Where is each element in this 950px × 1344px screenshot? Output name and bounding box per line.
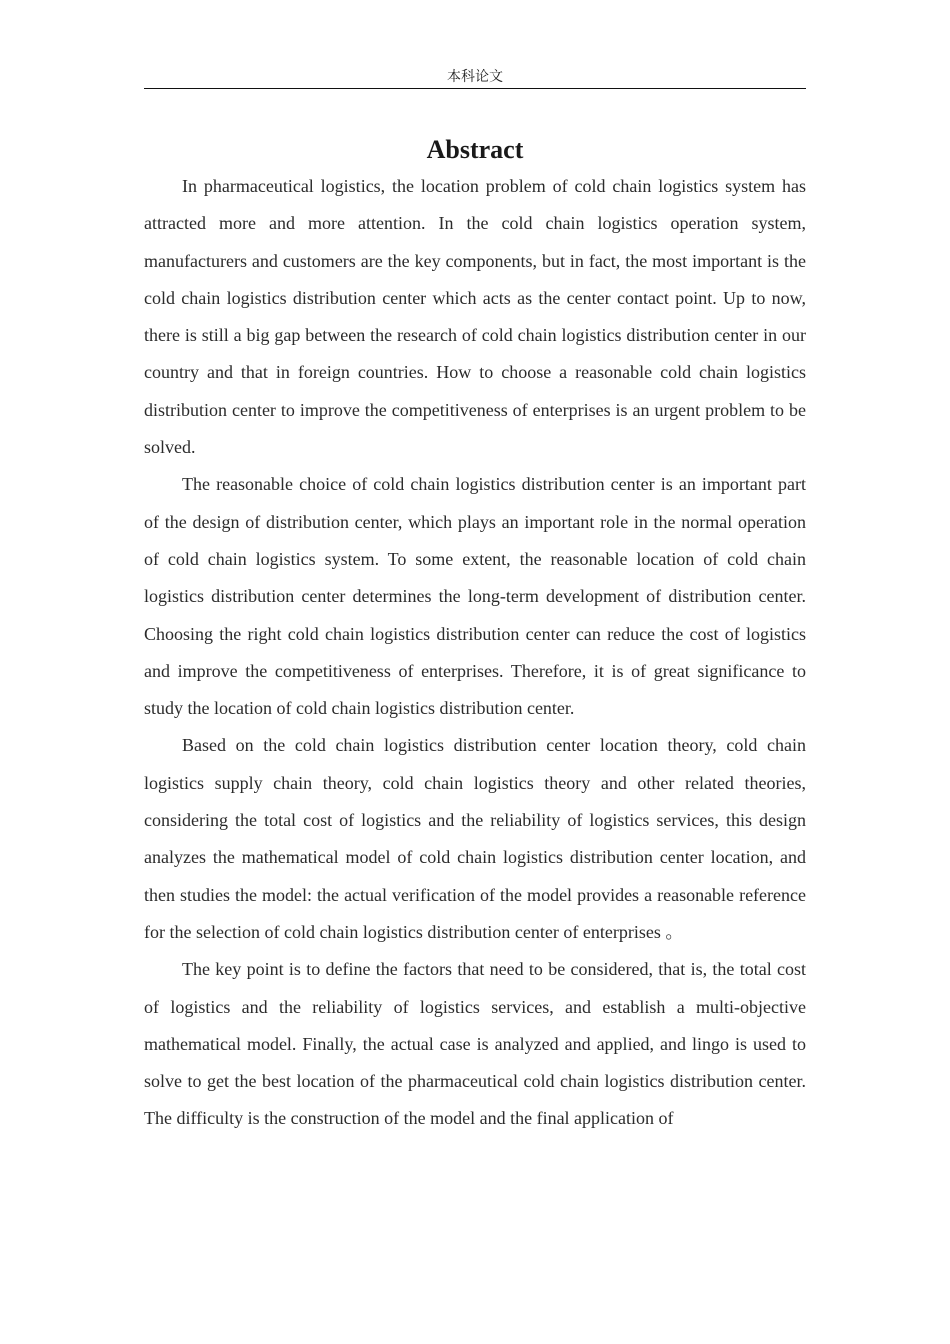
running-header-title: 本科论文 [447,69,503,85]
abstract-heading: Abstract [426,135,524,164]
header-rule [144,88,806,89]
abstract-paragraph-1: In pharmaceutical logistics, the location problem of cold chain logistics system has attracted more and more attention. In the cold chain logistics operation system, manufacturers and customers are the key components, but in fact, the most important is the cold chain logistics distribution center which acts as the center contact point. Up to now, there is still a big gap between the research of cold chain logistics distribution center in our country and that in foreign countries. How to choose a reasonable cold chain logistics distribution center to improve the competitiveness of enterprises is an urgent problem to be solved. [144,176,806,458]
abstract-body [144,168,806,1138]
abstract-paragraph-4: The key point is to define the factors that need to be considered, that is, the total cost of logistics and the reliability of logistics services, and establish a multi-objective mathematical model. Finally, the actual case is analyzed and applied, and lingo is used to solve to get the best location of the pharmaceutical cold chain logistics distribution center. The difficulty is the construction of the model and the final application of [144,959,806,1129]
abstract-paragraph-3: Based on the cold chain logistics distribution center location theory, cold chain logistics supply chain theory, cold chain logistics theory and other related theories, considering the total cost of logistics and the reliability of logistics services, this design analyzes the mathematical model of cold chain logistics distribution center location, and then studies the model: the actual verification of the model provides a reasonable reference for the selection of cold chain logistics distribution center of enterprises 。 [144,735,806,942]
abstract-paragraph-2: The reasonable choice of cold chain logistics distribution center is an important part of the design of distribution center, which plays an important role in the normal operation of cold chain logistics system. To some extent, the reasonable location of cold chain logistics distribution center determines the long-term development of distribution center. Choosing the right cold chain logistics distribution center can reduce the cost of logistics and improve the competitiveness of enterprises. Therefore, it is of great significance to study the location of cold chain logistics distribution center. [144,474,806,719]
